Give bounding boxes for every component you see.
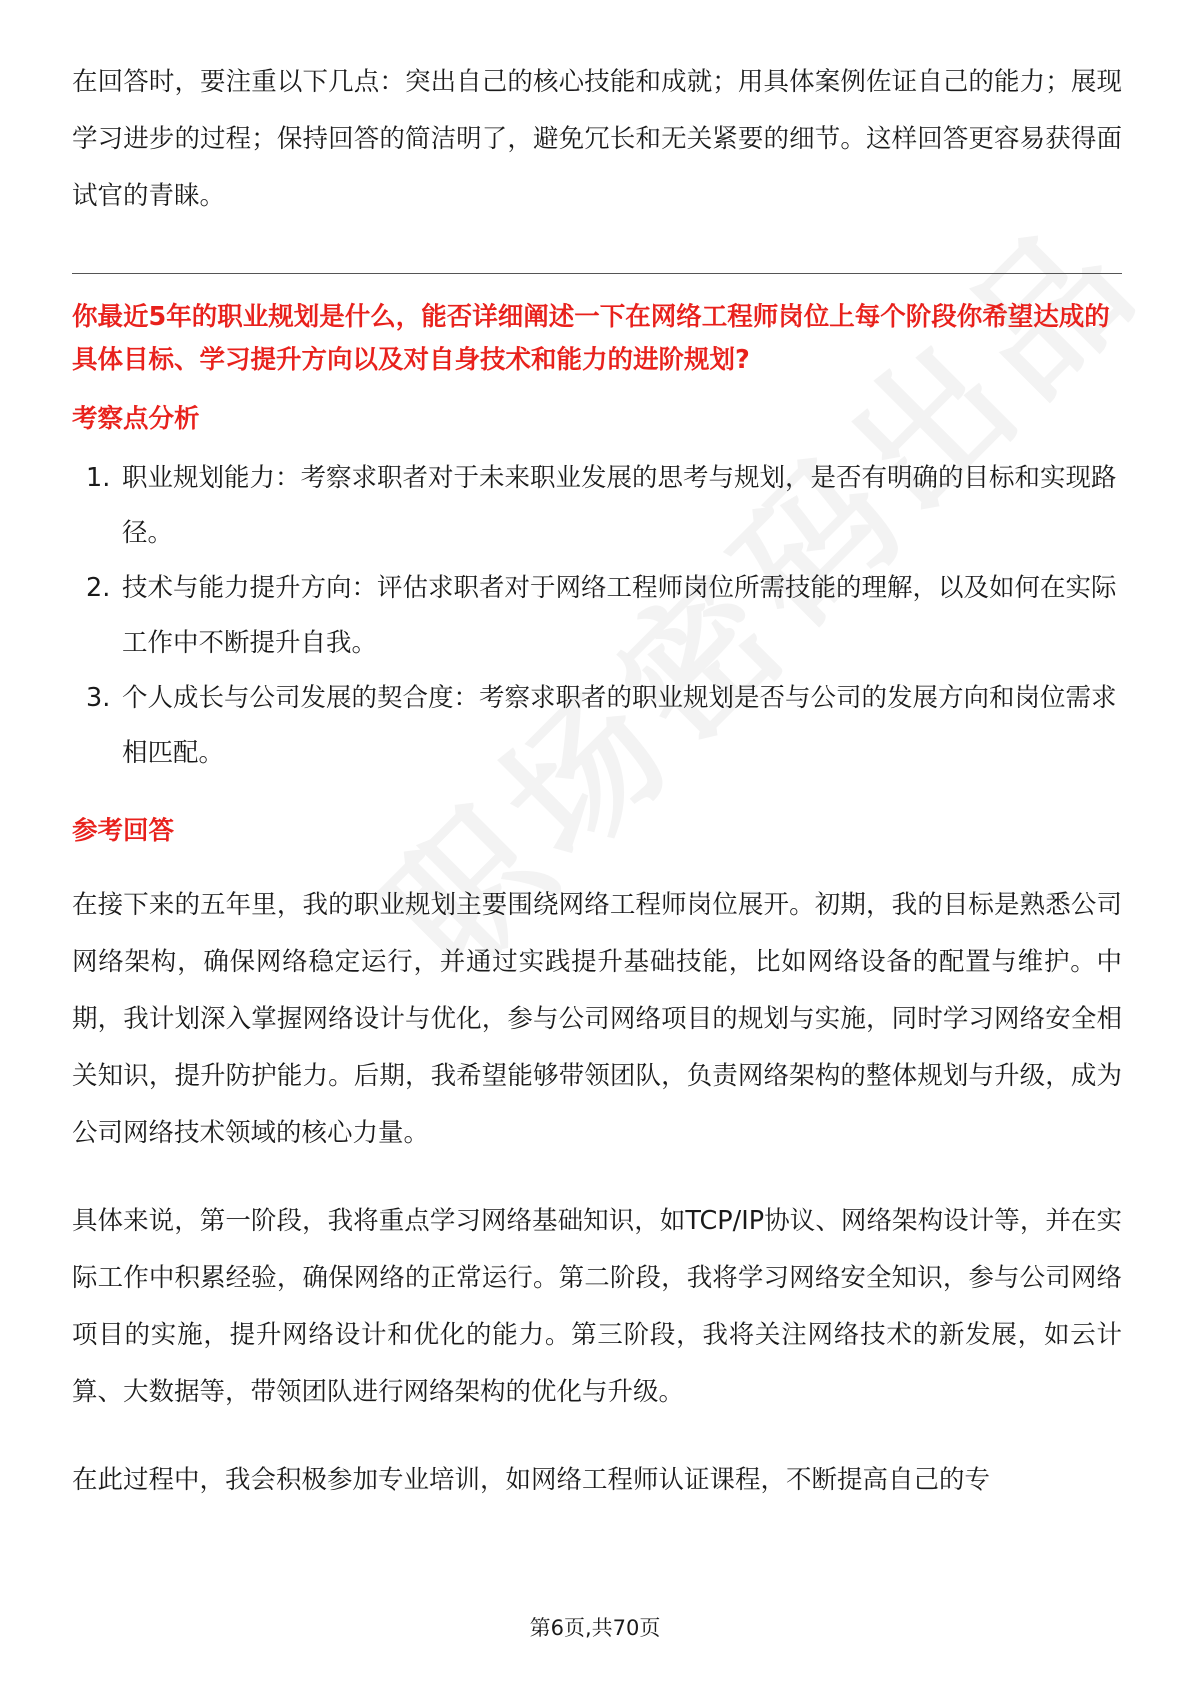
list-number: 2. (86, 573, 111, 603)
section-divider (72, 273, 1122, 274)
list-item (72, 561, 1122, 671)
answer-paragraph: 在接下来的五年里，我的职业规划主要围绕网络工程师岗位展开。初期，我的目标是熟悉公司网络架构，确保网络稳定运行，并通过实践提升基础技能，比如网络设备的配置与维护。中期，我计划深入掌握网络设计与优化，参与公司网络项目的规划与实施，同时学习网络安全相关知识，提升防护能力。后期，我希望能够带领团队，负责网络架构的整体规划与升级，成为公司网络技术领域的核心力量。 (72, 890, 1122, 1148)
list-item (72, 451, 1122, 561)
document-page (72, 54, 1122, 1540)
list-item-text: 个人成长与公司发展的契合度：考察求职者的职业规划是否与公司的发展方向和岗位需求相匹配。 (122, 683, 1117, 768)
list-number: 1. (86, 463, 111, 493)
answer-title: 参考回答 (72, 816, 175, 846)
page-footer: 第6页,共70页 (529, 1616, 661, 1640)
analysis-list (72, 451, 1122, 781)
list-item (72, 671, 1122, 781)
question-heading: 你最近5年的职业规划是什么，能否详细阐述一下在网络工程师岗位上每个阶段你希望达成的具体目标、学习提升方向以及对自身技术和能力的进阶规划? (72, 302, 1110, 375)
list-item-text: 职业规划能力：考察求职者对于未来职业发展的思考与规划，是否有明确的目标和实现路径。 (122, 463, 1117, 548)
answer-body (72, 877, 1122, 1509)
answer-paragraph: 具体来说，第一阶段，我将重点学习网络基础知识，如TCP/IP协议、网络架构设计等，并在实际工作中积累经验，确保网络的正常运行。第二阶段，我将学习网络安全知识，参与公司网络项目的实施，提升网络设计和优化的能力。第三阶段，我将关注网络技术的新发展，如云计算、大数据等，带领团队进行网络架构的优化与升级。 (72, 1206, 1122, 1407)
list-number: 3. (86, 683, 111, 713)
analysis-title: 考察点分析 (72, 404, 200, 434)
intro-paragraph: 在回答时，要注重以下几点：突出自己的核心技能和成就；用具体案例佐证自己的能力；展现学习进步的过程；保持回答的简洁明了，避免冗长和无关紧要的细节。这样回答更容易获得面试官的青睐。 (72, 67, 1122, 211)
list-item-text: 技术与能力提升方向：评估求职者对于网络工程师岗位所需技能的理解，以及如何在实际工作中不断提升自我。 (122, 573, 1117, 658)
answer-paragraph: 在此过程中，我会积极参加专业培训，如网络工程师认证课程，不断提高自己的专 (72, 1465, 991, 1495)
